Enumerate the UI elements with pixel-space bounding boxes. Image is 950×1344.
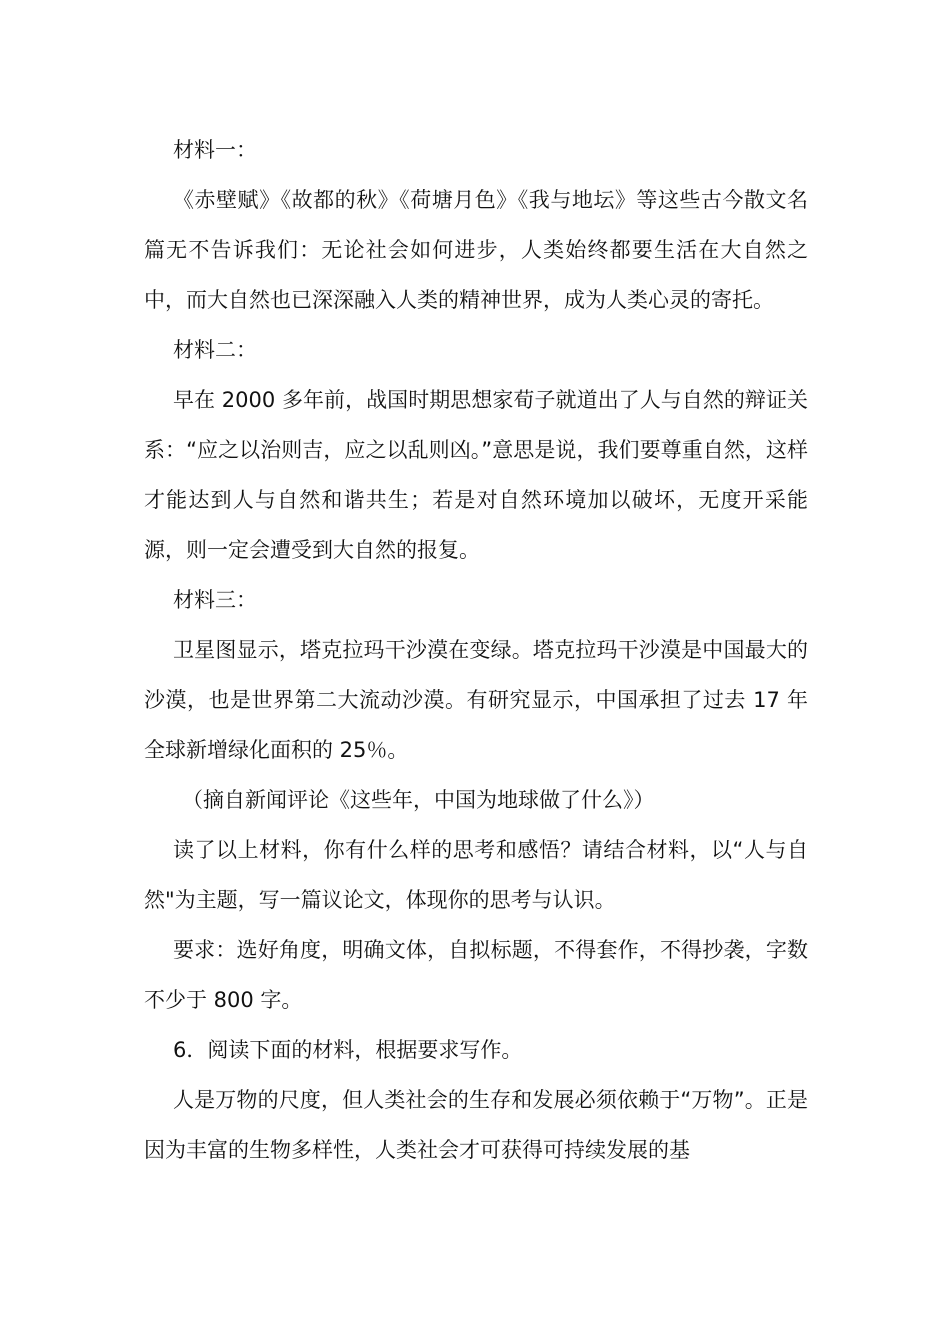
- material-one-heading: 材料一：: [173, 138, 257, 162]
- material-two-text: 早在 2000 多年前，战国时期思想家荀子就道出了人与自然的辩证关系：“应之以治则吉，应之以乱则凶。”意思是说，我们要尊重自然，这样才能达到人与自然和谐共生；若是对自然环境加以破坏，无度开采能源，则一定会遭受到大自然的报复。: [144, 388, 808, 562]
- material-one-text: 《赤壁赋》《故都的秋》《荷塘月色》《我与地坛》等这些古今散文名篇无不告诉我们：无论社会如何进步，人类始终都要生活在大自然之中，而大自然也已深深融入人类的精神世界，成为人类心灵的寄托。: [144, 188, 808, 312]
- source-citation: （摘自新闻评论《这些年，中国为地球做了什么》）: [182, 788, 655, 812]
- material-two-heading: 材料二：: [173, 338, 257, 362]
- material-three-heading: 材料三：: [173, 588, 257, 612]
- document-body: [144, 125, 808, 1175]
- question-six-heading: 6．阅读下面的材料，根据要求写作。: [173, 1038, 523, 1062]
- writing-requirements: 要求：选好角度，明确文体，自拟标题，不得套作，不得抄袭，字数不少于 800 字。: [144, 938, 808, 1012]
- material-three-text: 卫星图显示，塔克拉玛干沙漠在变绿。塔克拉玛干沙漠是中国最大的沙漠，也是世界第二大流动沙漠。有研究显示，中国承担了过去 17 年全球新增绿化面积的 25％。: [144, 638, 808, 762]
- question-six-text: 人是万物的尺度，但人类社会的生存和发展必须依赖于“万物”。正是因为丰富的生物多样性，人类社会才可获得可持续发展的基: [144, 1088, 808, 1162]
- writing-prompt: 读了以上材料，你有什么样的思考和感悟？请结合材料，以“人与自然"为主题，写一篇议论文，体现你的思考与认识。: [144, 838, 808, 912]
